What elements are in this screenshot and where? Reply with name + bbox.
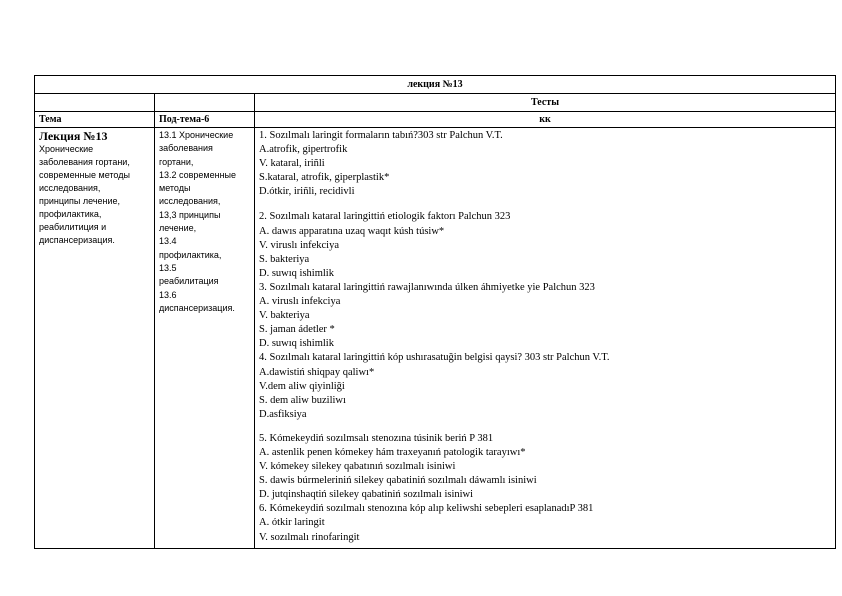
topic-line: принципы лечение, [39,196,121,206]
option: S.kataral, atrofik, giperplastik* [259,172,390,184]
option: A. astenlik penen kómekey hám traxeyanıń patologik tarayıwı* [259,446,526,458]
spacer [259,422,831,432]
option: V. kataral, iriñli [259,158,325,170]
option: D. suwıq ishimlik [259,338,334,350]
question-6: 6. Kómekeydiń sozılmalı stenozına kóp alıp keliwshi sebepleri esaplanadıP 381 [259,503,594,515]
option: D.ótkir, iriñli, recidivli [259,186,355,198]
topic-column-header: Тема [35,112,155,128]
option: S. bakteriya [259,253,310,265]
option: V. sozılmalı rinofaringit [259,531,360,543]
lecture-header: лекция №13 [35,76,836,94]
subtopic-cell [155,128,255,549]
test-questions [259,129,831,545]
kk-header: кк [255,112,836,128]
subtopic-line: 13.5 [159,262,177,273]
subtopic-line: 13,3 принципы [159,209,221,220]
subtopic-line: исследования, [159,196,221,207]
option: V.dem aliw qiyinliği [259,380,345,392]
topic-title: Лекция №13 [39,129,108,143]
spacer [259,199,831,210]
option: S. jaman ádetler * [259,324,335,336]
option: S. dem aliw buziliwı [259,394,346,406]
empty-cell-subtopic [155,94,255,112]
subtopic-list [159,129,250,315]
option: V. viruslı infekciya [259,239,340,251]
subtopic-line: гортани, [159,156,194,167]
subtopic-line: реабилитация [159,276,219,287]
subtopic-line: заболевания [159,143,213,154]
topic-line: реабилитиция и [39,222,107,232]
topic-line: Хронические [39,144,94,154]
option: A. dawıs apparatına uzaq waqıt kúsh túsiw* [259,225,445,237]
option: V. bakteriya [259,310,310,322]
topic-line: заболевания гортани, [39,157,130,167]
tests-cell [255,128,836,549]
subtopic-line: лечение, [159,223,197,234]
option: D.asfiksiya [259,408,307,420]
topic-line: диспансеризация. [39,235,115,245]
question-5: 5. Kómekeydiń sozılmsalı stenozına túsinik beriń P 381 [259,432,494,444]
topic-description [39,143,150,247]
option: S. dawis búrmeleriniń silekey qabatiniń sozılmalı dáwamlı isiniwi [259,475,537,487]
subtopic-column-header: Под-тема-6 [155,112,255,128]
option: D. jutqinshaqtiń silekey qabatiniń sozılmalı isiniwi [259,489,474,501]
question-2: 2. Sozılmalı kataral laringittiń etiologik faktorı Palchun 323 [259,211,511,223]
empty-cell-topic [35,94,155,112]
subtopic-line: диспансеризация. [159,302,235,313]
topic-line: исследования, [39,183,101,193]
topic-line: профилактика, [39,209,102,219]
tests-header: Тесты [255,94,836,112]
topic-line: современные методы [39,170,130,180]
subtopic-line: 13.2 современные [159,169,237,180]
subtopic-line: методы [159,183,191,194]
subtopic-line: 13.1 Хронические [159,130,234,140]
option: A. viruslı infekciya [259,296,341,308]
option: A. ótkir laringit [259,517,325,529]
question-1: 1. Sozılmalı laringit formaların tabıń?303 str Palchun V.T. [259,130,503,141]
option: A.atrofik, gipertrofik [259,144,348,156]
topic-cell [35,128,155,549]
subtopic-line: профилактика, [159,249,222,260]
option: A.dawistiń shiqpay qaliwı* [259,366,375,378]
question-4: 4. Sozılmalı kataral laringittiń kóp ushırasatuğin belgisi qaysi? 303 str Palchun V.T. [259,352,610,364]
lecture-table [34,75,836,549]
question-3: 3. Sozılmalı kataral laringittiń rawajlanıwında úlken áhmiyetke yie Palchun 323 [259,281,595,293]
subtopic-line: 13.4 [159,236,177,247]
option: D. suwıq ishimlik [259,267,334,279]
option: V. kómekey silekey qabatınıń sozılmalı isiniwi [259,461,456,473]
subtopic-line: 13.6 [159,289,177,300]
